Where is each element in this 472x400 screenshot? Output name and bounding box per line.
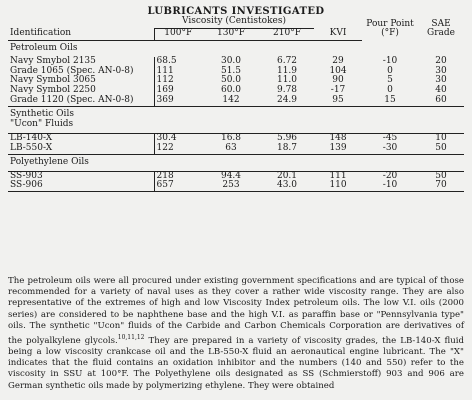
- cell-kvi: 111: [314, 171, 362, 181]
- cell-visc-210: 5.96: [260, 133, 314, 143]
- cell-visc-100: 68.5: [154, 57, 202, 67]
- cell-visc-130: 63: [202, 144, 260, 154]
- cell-visc-210: 9.78: [276, 85, 298, 96]
- cell-sae-grade: 20: [435, 55, 447, 66]
- cell-visc-100: 369: [154, 96, 202, 106]
- group-heading-row: [8, 107, 464, 134]
- table-row: [8, 144, 464, 154]
- cell-visc-210: 6.72: [276, 55, 298, 66]
- cell-visc-210: 11.9: [276, 65, 298, 76]
- cell-sae-grade: 30: [435, 75, 447, 86]
- cell-visc-210: 24.9: [260, 96, 314, 106]
- cell-visc-100: 30.4: [154, 133, 202, 143]
- sae-grade-header: SAE Grade: [427, 18, 455, 39]
- cell-sae-grade: 10: [418, 133, 464, 143]
- cell-visc-210: 18.7: [260, 144, 314, 154]
- lubricants-table-container: [8, 17, 464, 192]
- cell-kvi: -17: [330, 85, 346, 96]
- temp-130-header: 130°F: [202, 28, 260, 40]
- row-identification: Navy Symbol 3065: [10, 75, 96, 86]
- cell-kvi: 95: [314, 96, 362, 106]
- cell-sae-grade: 60: [418, 96, 464, 106]
- cell-visc-100: 657: [154, 181, 202, 191]
- lubricants-table: [8, 17, 464, 192]
- cell-pour-point: 5: [387, 75, 393, 86]
- cell-sae-grade: 50: [418, 144, 464, 154]
- cell-sae-grade: 70: [418, 181, 464, 191]
- group-heading: Polyethylene Oils: [10, 156, 89, 167]
- cell-pour-point: -20: [362, 171, 418, 181]
- row-identification: Grade 1065 (Spec. AN-0-8): [10, 65, 134, 76]
- cell-pour-point: 0: [387, 65, 393, 76]
- cell-visc-100: 218: [154, 171, 202, 181]
- cell-pour-point: 0: [387, 85, 393, 96]
- footnote-reference: 10,11,12: [117, 334, 145, 342]
- cell-visc-130: 50.0: [220, 75, 242, 86]
- group-heading-row: [8, 154, 464, 171]
- cell-visc-130: 253: [202, 181, 260, 191]
- cell-visc-130: 51.5: [220, 65, 242, 76]
- cell-pour-point: -10: [362, 181, 418, 191]
- table-row: [8, 96, 464, 106]
- cell-sae-grade: 40: [435, 85, 447, 96]
- cell-visc-130: 142: [202, 96, 260, 106]
- cell-visc-130: 30.0: [220, 55, 242, 66]
- cell-pour-point: -30: [362, 144, 418, 154]
- identification-header: Identification: [8, 28, 154, 40]
- kvi-header: KVI: [314, 28, 362, 40]
- cell-pour-point: 15: [362, 96, 418, 106]
- cell-pour-point: -10: [382, 55, 398, 66]
- cell-visc-130: 60.0: [220, 85, 242, 96]
- cell-sae-grade: 50: [418, 171, 464, 181]
- group-heading-line: "Ucon" Fluids: [10, 119, 74, 130]
- row-identification: LB-140-X: [8, 133, 154, 143]
- group-heading-line: Synthetic Oils: [10, 109, 74, 120]
- cell-pour-point: -45: [362, 133, 418, 143]
- cell-kvi: 139: [314, 144, 362, 154]
- row-identification: Grade 1120 (Spec. AN-0-8): [8, 96, 154, 106]
- cell-visc-210: 43.0: [260, 181, 314, 191]
- row-identification: Navy Symbol 2250: [10, 85, 96, 96]
- viscosity-header: Viscosity (Centistokes): [154, 17, 314, 28]
- temp-210-header: 210°F: [260, 28, 314, 40]
- paragraph-text: [8, 276, 464, 392]
- body-paragraph: [8, 276, 464, 392]
- paragraph-part-2: They are prepared in a variety of viscosity grades, the LB-140-X fluid being a low viscosity crankcase oil and the LB-550-X fluid an aeronautical engine lubricant. The "X" indicates that the fluid contains an oxidation inhibitor and the numbers (140 and 550) refer to the viscosity in SSU at 100°F. The Polyethylene oils designated as SS (Schmierstoff) 903 and 906 are German synthetic oils made by polymerizing ethylene. They were obtained: [8, 335, 464, 391]
- cell-sae-grade: 30: [435, 65, 447, 76]
- cell-kvi: 110: [314, 181, 362, 191]
- row-identification: SS-903: [8, 171, 154, 181]
- group-heading: [8, 107, 464, 134]
- cell-kvi: 90: [332, 75, 344, 86]
- cell-kvi: 148: [314, 133, 362, 143]
- group-heading: Petroleum Oils: [10, 42, 78, 53]
- cell-kvi: 29: [332, 55, 344, 66]
- cell-visc-130: 94.4: [202, 171, 260, 181]
- cell-visc-210: 20.1: [260, 171, 314, 181]
- cell-visc-130: 16.8: [202, 133, 260, 143]
- cell-kvi: 104: [329, 65, 347, 76]
- table-title: LUBRICANTS INVESTIGATED: [147, 6, 325, 17]
- table-row: [8, 181, 464, 191]
- cell-visc-100: 111: [154, 67, 202, 77]
- group-heading-row: [8, 40, 464, 56]
- cell-visc-210: 11.0: [276, 75, 298, 86]
- row-identification: SS-906: [8, 181, 154, 191]
- row-identification: LB-550-X: [8, 144, 154, 154]
- header-row-top: [8, 17, 464, 28]
- cell-visc-100: 169: [154, 86, 202, 96]
- temp-100-header: 100°F: [154, 28, 202, 40]
- cell-visc-100: 112: [154, 76, 202, 86]
- pour-point-header: Pour Point (°F): [366, 18, 414, 39]
- row-identification: Navy Smybol 2135: [10, 55, 96, 66]
- cell-visc-100: 122: [154, 144, 202, 154]
- paragraph-part-1: The petroleum oils were all procured under existing government specifications and are typical of those recommended for a variety of naval uses as they cover a rather wide viscosity range. They are also representative of the extremes of high and low Viscosity Index petroleum oils. The low V.I. oils (2000 series) are considered to be naphthene base and the high V.I. as paraffin base or "Pennsylvania type" oils. The synthetic "Ucon" fluids of the Carbide and Carbon Chemicals Corporation are derivatives of the polyalkylene glycols.: [8, 276, 464, 346]
